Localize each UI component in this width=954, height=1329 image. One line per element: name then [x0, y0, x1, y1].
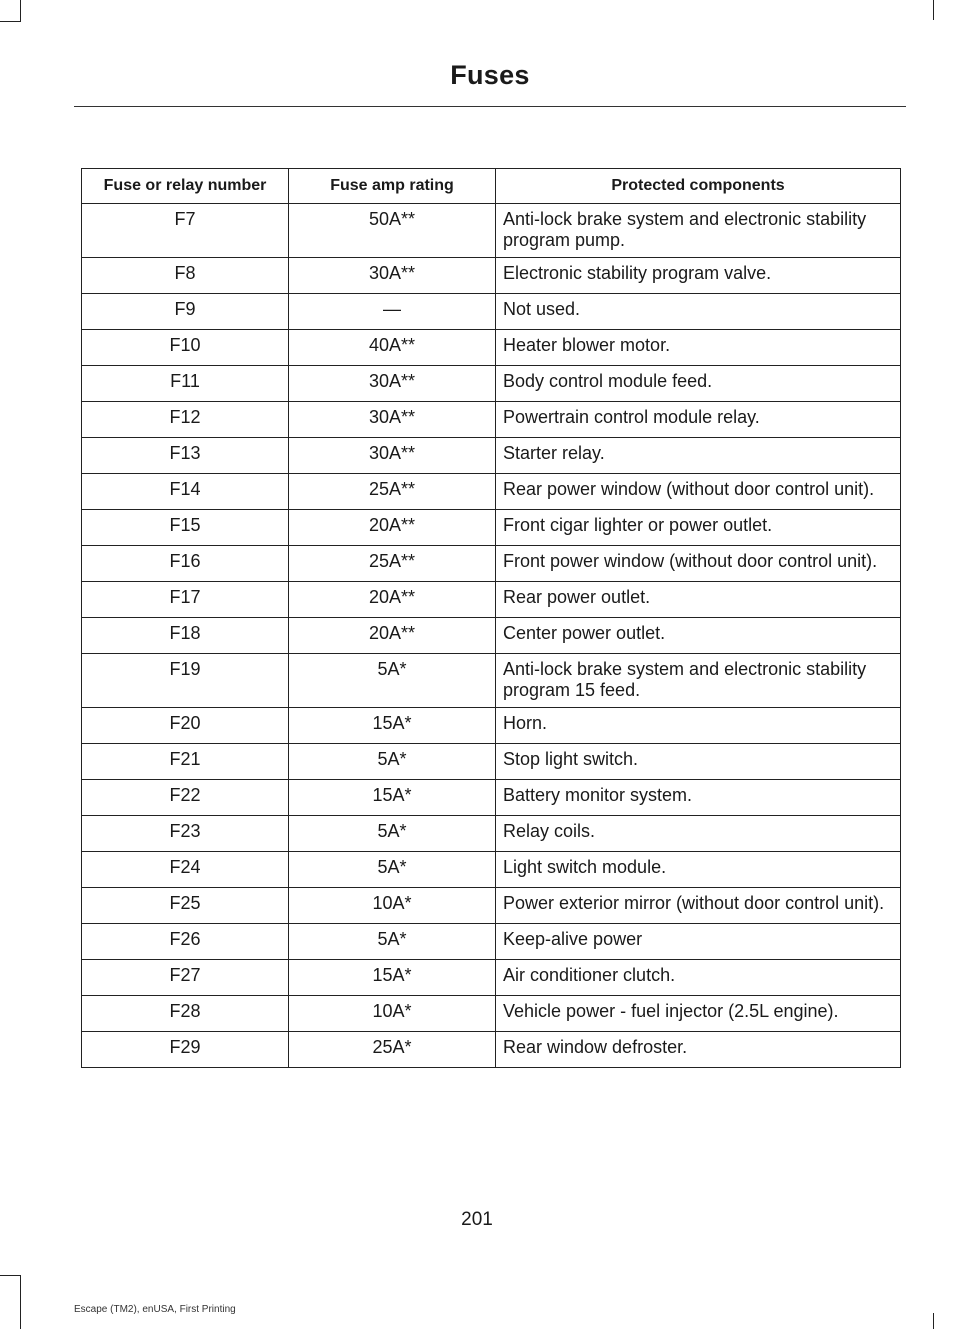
fuse-number-cell: F12: [82, 402, 289, 438]
table-body: [82, 204, 901, 1068]
amp-rating-cell: 5A*: [289, 744, 496, 780]
fuse-number-cell: F7: [82, 204, 289, 258]
amp-rating-cell: 5A*: [289, 654, 496, 708]
fuse-number-cell: F24: [82, 852, 289, 888]
fuse-number-cell: F13: [82, 438, 289, 474]
amp-rating-cell: 40A**: [289, 330, 496, 366]
protected-component-cell: Air conditioner clutch.: [496, 960, 901, 996]
fuse-number-cell: F17: [82, 582, 289, 618]
amp-rating-cell: 10A*: [289, 996, 496, 1032]
amp-rating-cell: 25A**: [289, 546, 496, 582]
table-row: [82, 294, 901, 330]
table-header-row: [82, 169, 901, 204]
table-row: [82, 510, 901, 546]
title-divider: [74, 106, 906, 107]
table-row: [82, 924, 901, 960]
fuse-number-cell: F20: [82, 708, 289, 744]
protected-component-cell: Relay coils.: [496, 816, 901, 852]
fuse-number-cell: F15: [82, 510, 289, 546]
protected-component-cell: Anti-lock brake system and electronic stability program 15 feed.: [496, 654, 901, 708]
protected-component-cell: Power exterior mirror (without door control unit).: [496, 888, 901, 924]
protected-component-cell: Rear power window (without door control unit).: [496, 474, 901, 510]
page-title: Fuses: [450, 60, 530, 90]
amp-rating-cell: 5A*: [289, 816, 496, 852]
fuse-number-cell: F16: [82, 546, 289, 582]
amp-rating-cell: 30A**: [289, 258, 496, 294]
table-row: [82, 708, 901, 744]
amp-rating-cell: 5A*: [289, 924, 496, 960]
protected-component-cell: Rear power outlet.: [496, 582, 901, 618]
fuse-number-cell: F22: [82, 780, 289, 816]
fuse-number-cell: F11: [82, 366, 289, 402]
table-row: [82, 960, 901, 996]
amp-rating-cell: 15A*: [289, 780, 496, 816]
protected-component-cell: Center power outlet.: [496, 618, 901, 654]
protected-component-cell: Powertrain control module relay.: [496, 402, 901, 438]
fuse-number-cell: F23: [82, 816, 289, 852]
amp-rating-cell: 15A*: [289, 708, 496, 744]
fuse-number-cell: F18: [82, 618, 289, 654]
protected-component-cell: Front power window (without door control unit).: [496, 546, 901, 582]
column-header-protected-components: Protected components: [496, 169, 901, 204]
crop-mark: [0, 1275, 21, 1276]
protected-component-cell: Battery monitor system.: [496, 780, 901, 816]
amp-rating-cell: 30A**: [289, 366, 496, 402]
table-row: [82, 402, 901, 438]
page-number: 201: [461, 1209, 493, 1230]
amp-rating-cell: 20A**: [289, 618, 496, 654]
amp-rating-cell: 30A**: [289, 438, 496, 474]
column-header-amp-rating: Fuse amp rating: [289, 169, 496, 204]
table-row: [82, 582, 901, 618]
amp-rating-cell: —: [289, 294, 496, 330]
protected-component-cell: Keep-alive power: [496, 924, 901, 960]
crop-mark: [20, 1275, 21, 1329]
table-row: [82, 258, 901, 294]
table-row: [82, 618, 901, 654]
amp-rating-cell: 30A**: [289, 402, 496, 438]
protected-component-cell: Front cigar lighter or power outlet.: [496, 510, 901, 546]
fuse-number-cell: F21: [82, 744, 289, 780]
fuse-number-cell: F8: [82, 258, 289, 294]
table-row: [82, 816, 901, 852]
fuse-number-cell: F9: [82, 294, 289, 330]
fuse-number-cell: F14: [82, 474, 289, 510]
table-row: [82, 204, 901, 258]
footer-text: Escape (TM2), enUSA, First Printing: [74, 1304, 236, 1315]
table-row: [82, 330, 901, 366]
amp-rating-cell: 20A**: [289, 582, 496, 618]
table-row: [82, 888, 901, 924]
amp-rating-cell: 10A*: [289, 888, 496, 924]
fuse-number-cell: F25: [82, 888, 289, 924]
amp-rating-cell: 25A*: [289, 1032, 496, 1068]
protected-component-cell: Light switch module.: [496, 852, 901, 888]
fuse-number-cell: F28: [82, 996, 289, 1032]
protected-component-cell: Starter relay.: [496, 438, 901, 474]
crop-mark: [933, 0, 934, 20]
amp-rating-cell: 25A**: [289, 474, 496, 510]
protected-component-cell: Body control module feed.: [496, 366, 901, 402]
crop-mark: [0, 21, 21, 22]
fuse-number-cell: F27: [82, 960, 289, 996]
protected-component-cell: Vehicle power - fuel injector (2.5L engine).: [496, 996, 901, 1032]
table-row: [82, 1032, 901, 1068]
amp-rating-cell: 20A**: [289, 510, 496, 546]
table-row: [82, 654, 901, 708]
fuse-number-cell: F29: [82, 1032, 289, 1068]
fuse-number-cell: F19: [82, 654, 289, 708]
table-row: [82, 474, 901, 510]
table-row: [82, 852, 901, 888]
protected-component-cell: Heater blower motor.: [496, 330, 901, 366]
table-row: [82, 438, 901, 474]
table-row: [82, 366, 901, 402]
crop-mark: [933, 1313, 934, 1329]
amp-rating-cell: 15A*: [289, 960, 496, 996]
protected-component-cell: Horn.: [496, 708, 901, 744]
fuse-number-cell: F10: [82, 330, 289, 366]
protected-component-cell: Not used.: [496, 294, 901, 330]
table-row: [82, 546, 901, 582]
protected-component-cell: Rear window defroster.: [496, 1032, 901, 1068]
fuse-number-cell: F26: [82, 924, 289, 960]
protected-component-cell: Stop light switch.: [496, 744, 901, 780]
table-row: [82, 744, 901, 780]
amp-rating-cell: 50A**: [289, 204, 496, 258]
column-header-fuse-number: Fuse or relay number: [82, 169, 289, 204]
fuse-table: [81, 168, 901, 1068]
table-row: [82, 780, 901, 816]
amp-rating-cell: 5A*: [289, 852, 496, 888]
protected-component-cell: Electronic stability program valve.: [496, 258, 901, 294]
protected-component-cell: Anti-lock brake system and electronic stability program pump.: [496, 204, 901, 258]
crop-mark: [20, 0, 21, 22]
table-row: [82, 996, 901, 1032]
